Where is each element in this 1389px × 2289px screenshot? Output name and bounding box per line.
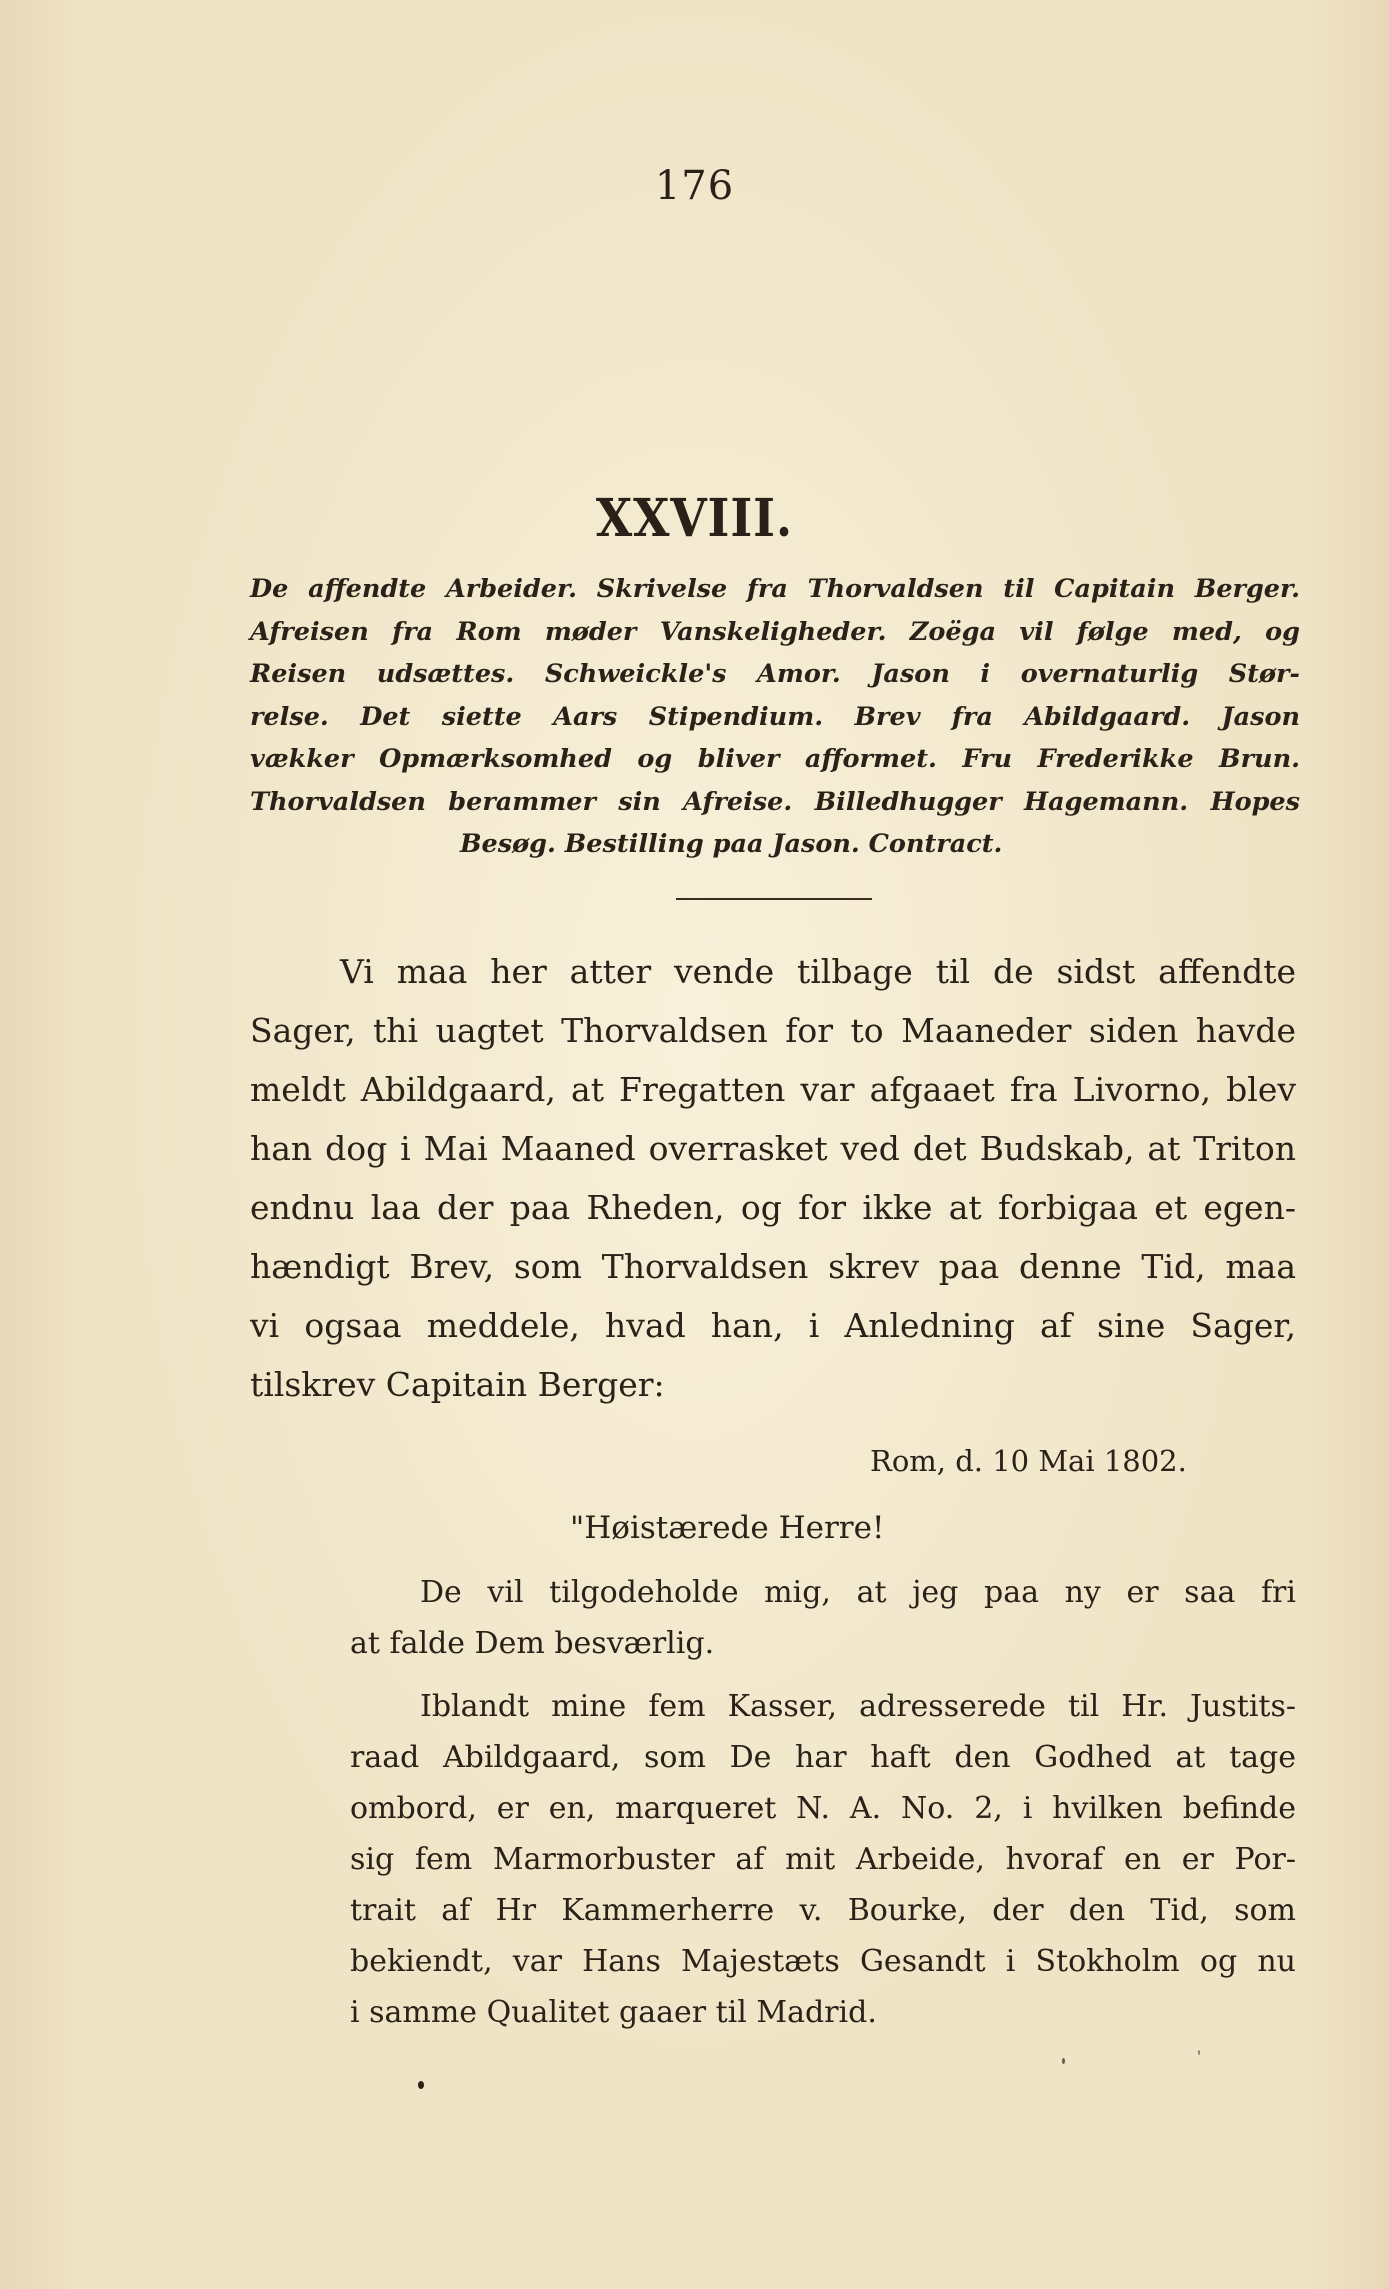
summary-line: vækker Opmærksomhed og bliver afformet. Fru Frederikke Brun.: [250, 744, 1300, 774]
body-line: Vi maa her atter vende tilbage til de sidst affendte: [340, 952, 1296, 991]
body-line: han dog i Mai Maaned overrasket ved det Budskab, at Triton: [250, 1129, 1296, 1168]
body-line: tilskrev Capitain Berger:: [250, 1365, 665, 1404]
letter-line: De vil tilgodeholde mig, at jeg paa ny er saa fri: [420, 1575, 1296, 1610]
letter-line: sig fem Marmorbuster af mit Arbeide, hvoraf en er Por-: [350, 1842, 1296, 1877]
letter-line: at falde Dem besværlig.: [350, 1626, 715, 1661]
letter-body: [350, 1567, 1296, 2050]
summary-line: Reisen udsættes. Schweickle's Amor. Jason i overnaturlig Stør-: [250, 659, 1300, 689]
section-divider: [676, 898, 872, 900]
letter-line: i samme Qualitet gaaer til Madrid.: [350, 1995, 877, 2030]
page-number: 176: [654, 163, 735, 209]
body-line: Sager, thi uagtet Thorvaldsen for to Maaneder siden havde: [250, 1011, 1296, 1050]
letter-paragraph: [350, 1567, 1296, 1669]
chapter-summary: [250, 568, 1300, 866]
ink-speck: [1062, 2058, 1065, 2064]
summary-line: Besøg. Bestilling paa Jason. Contract.: [460, 829, 1003, 859]
letter-line: ombord, er en, marqueret N. A. No. 2, i hvilken befinde: [350, 1791, 1296, 1826]
ink-speck: [418, 2081, 424, 2089]
letter-salutation: "Høistærede Herre!: [570, 1510, 885, 1546]
body-line: meldt Abildgaard, at Fregatten var afgaaet fra Livorno, blev: [250, 1070, 1296, 1109]
letter-line: Iblandt mine fem Kasser, adresserede til Hr. Justits-: [420, 1689, 1296, 1724]
chapter-title: XXVIII.: [595, 488, 794, 549]
summary-line: Thorvaldsen berammer sin Afreise. Billedhugger Hagemann. Hopes: [250, 786, 1300, 817]
body-line: vi ogsaa meddele, hvad han, i Anledning af sine Sager,: [250, 1306, 1296, 1345]
ink-speck: [1198, 2050, 1200, 2055]
letter-line: raad Abildgaard, som De har haft den Godhed at tage: [350, 1740, 1296, 1775]
letter-line: bekiendt, var Hans Majestæts Gesandt i Stokholm og nu: [350, 1944, 1296, 1979]
body-paragraph: [250, 942, 1296, 1414]
summary-line: relse. Det siette Aars Stipendium. Brev fra Abildgaard. Jason: [250, 701, 1300, 732]
letter-line: trait af Hr Kammerherre v. Bourke, der den Tid, som: [350, 1893, 1296, 1928]
body-line: hændigt Brev, som Thorvaldsen skrev paa denne Tid, maa: [250, 1247, 1296, 1286]
summary-line: De affendte Arbeider. Skrivelse fra Thorvaldsen til Capitain Berger.: [250, 574, 1300, 604]
summary-line: Afreisen fra Rom møder Vanskeligheder. Zoëga vil følge med, og: [250, 616, 1300, 647]
letter-paragraph: [350, 1681, 1296, 2038]
body-line: endnu laa der paa Rheden, og for ikke at forbigaa et egen-: [250, 1188, 1296, 1227]
letter-dateline: Rom, d. 10 Mai 1802.: [870, 1444, 1187, 1478]
